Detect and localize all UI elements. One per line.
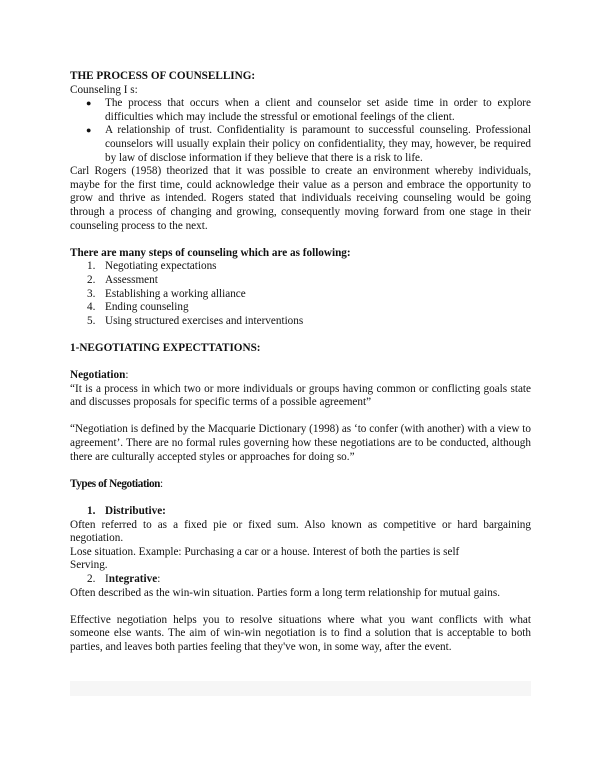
closing-paragraph: Effective negotiation helps you to resolve situations where what you want conflicts with what someone else wants. The aim of win-win negotiation is to find a solution that is acceptable to both parties, and leaves both parties feeling that they've won, in some way, after the event. bbox=[70, 613, 531, 653]
distributive-text-3: Serving. bbox=[70, 559, 108, 572]
list-item: 2. Assessment bbox=[87, 273, 158, 286]
intro-label: Counseling I s: bbox=[70, 83, 138, 96]
footer-band bbox=[70, 681, 531, 696]
distributive-heading: 1. Distributive: bbox=[87, 505, 166, 517]
bullet-item: ● A relationship of trust. Confidentiality is paramount to successful counseling. Professional counselors will usually explain their policy on confidentiality, they may, however, be required by law of disclose information if they believe that there is a risk to life. bbox=[86, 124, 531, 164]
bullet-dot-icon: ● bbox=[86, 98, 92, 109]
bullet-item: ● The process that occurs when a client and counselor set aside time in order to explore difficulties which may include the stressful or emotional feelings of the client. bbox=[86, 97, 531, 123]
section-heading-negotiating: 1-NEGOTIATING EXPECTTATIONS: bbox=[70, 341, 261, 354]
list-item: 3. Establishing a working alliance bbox=[87, 287, 246, 300]
integrative-text: Often described as the win-win situation. Parties form a long term relationship for mutual gains. bbox=[70, 586, 500, 599]
integrative-heading: 2. Integrative: bbox=[87, 572, 161, 585]
distributive-text-2: Lose situation. Example: Purchasing a car or a house. Interest of both the parties is self bbox=[70, 545, 460, 558]
definition-bullets bbox=[70, 97, 531, 165]
types-heading-line: Types of Negotiation: bbox=[70, 477, 164, 490]
rogers-paragraph: Carl Rogers (1958) theorized that it was possible to create an environment whereby individuals, maybe for the first time, could acknowledge their value as a person and embrace the opportunity to grow and thrive as intended. Rogers stated that individuals receiving counseling would be going through a process of changing and growing, consequently moving forward from one stage in their counseling process to the next. bbox=[70, 165, 531, 232]
distributive-text: Often referred to as a fixed pie or fixed sum. Also known as competitive or hard bargaining negotiation. bbox=[70, 518, 531, 545]
steps-list bbox=[70, 260, 531, 328]
macquarie-quote: “Negotiation is defined by the Macquarie Dictionary (1998) as ‘to confer (with another) with a view to agreement’. There are no formal rules governing how these negotiations are to be conducted, although there are culturally accepted styles or approaches for doing so.” bbox=[70, 423, 531, 463]
document-content bbox=[70, 70, 531, 655]
negotiation-label-line: Negotiation: bbox=[70, 369, 129, 382]
bullet-dot-icon: ● bbox=[86, 125, 92, 136]
list-item: 4. Ending counseling bbox=[87, 301, 189, 314]
page-title: THE PROCESS OF COUNSELLING: bbox=[70, 70, 256, 82]
steps-heading: There are many steps of counseling which are as following: bbox=[70, 246, 351, 259]
list-item: 5. Using structured exercises and interventions bbox=[87, 314, 304, 327]
negotiation-quote: “It is a process in which two or more individuals or groups having common or conflicting goals state and discusses proposals for specific terms of a possible agreement” bbox=[70, 382, 531, 409]
list-item: 1. Negotiating expectations bbox=[87, 260, 217, 273]
